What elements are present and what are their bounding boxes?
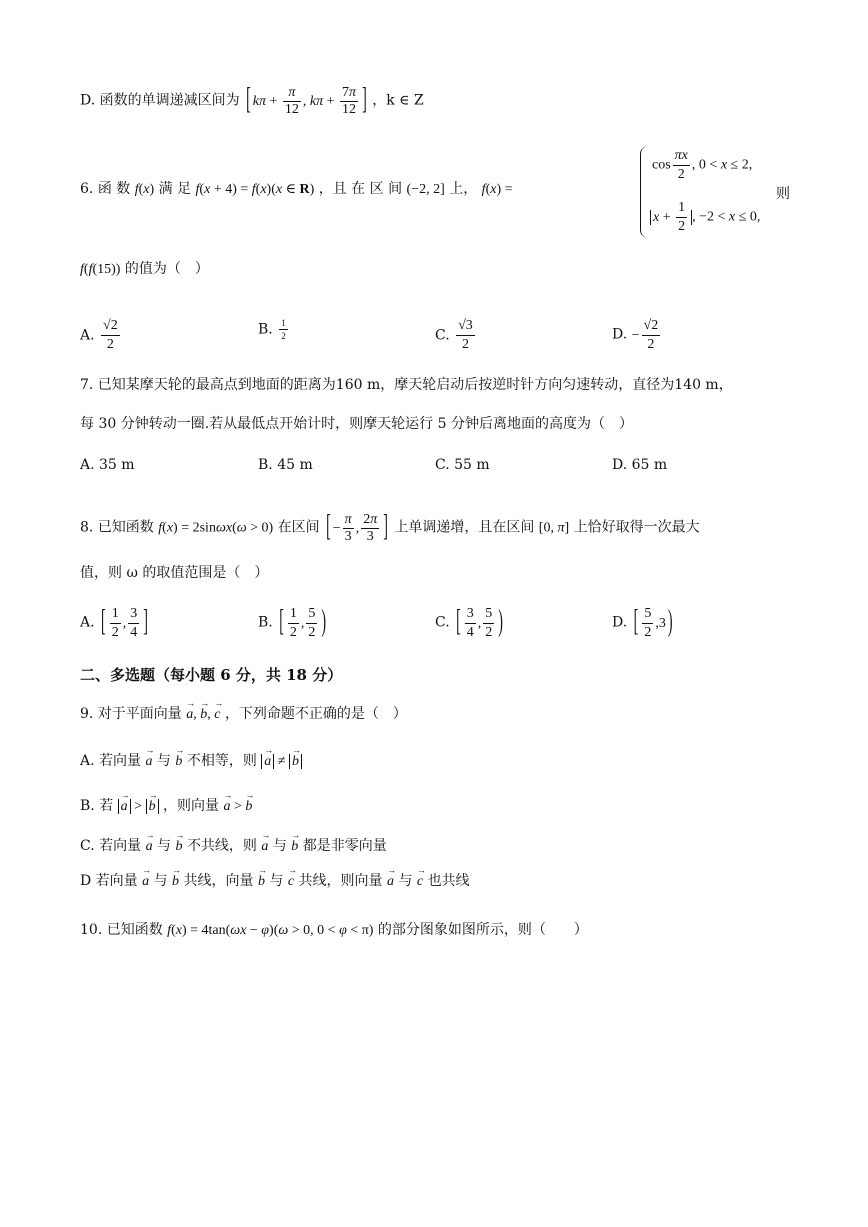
q9-stem-a: 9. 对于平面向量 [80, 706, 182, 722]
q8-interval-1: [ − $\frac{\pi}{3}$ , $\frac{2\pi}{3}$ ] [326, 510, 388, 544]
q5d-interval: [ kπ + $\frac{\pi}{12}$ , kπ + $\frac{7\pi}{12}$ ] [246, 83, 367, 117]
q6-piece-1: cos $\frac{\pi x}{2}$ , 0 < x ≤ 2, [652, 148, 753, 182]
q8-function: f(x) = 2sinωx(ω > 0) [158, 520, 274, 536]
q6-option-c-label: C. [435, 327, 450, 344]
q6-text-3: ，且 在 区 间 [318, 181, 403, 197]
q7-option-b: B. 45 m [258, 457, 313, 473]
q6-piece-2: x + $\frac{1}{2}$ , −2 < x ≤ 0, [650, 200, 760, 235]
q6-text-4: 上， [449, 181, 478, 197]
q9-c-with-2: 与 [272, 838, 287, 854]
q6-periodic-eq: f(x + 4) = f(x)(x ∈ R) [195, 182, 315, 197]
q6-number: 6. [80, 181, 94, 197]
q9-c-label: C. 若向量 [80, 838, 142, 854]
q5-option-d [80, 83, 424, 117]
q9-option-d: D 若向量 → a 与 → b 共线，向量 → b 与 → c 共线，则向量 → a 与 → c 也共线 [80, 874, 470, 889]
q9-option-b: B. 若 → a > → b ，则向量 → a > → b [80, 799, 252, 814]
q8-text-4: 上恰好取得一次最大 [573, 519, 700, 536]
q9-b-label: B. 若 [80, 798, 114, 814]
q8-interval-2: [0, π] [538, 520, 570, 536]
q10-text-1: 已知函数 [106, 922, 163, 938]
q10-stem [80, 923, 588, 938]
q9-a-label: A. 若向量 [80, 753, 142, 769]
q7-option-c: C. 55 m [435, 457, 490, 473]
q8-option-c-label: C. [435, 614, 450, 631]
q9-stem-b: ，下列命题不正确的是（ ） [224, 706, 407, 722]
q10-text-2: 的部分图象如图所示，则（ ） [377, 922, 588, 938]
q6-composite: f(f(15)) [80, 262, 121, 277]
q6-f-x: f [134, 182, 139, 197]
q9-d-mid-2: 共线，则向量 [298, 873, 383, 889]
q8-text-2: 在区间 [277, 519, 320, 536]
q6-text-1: 函 数 [97, 181, 131, 197]
q9-c-with: 与 [157, 838, 172, 854]
q8-option-b: B. [ $\frac{1}{2}$ , $\frac{5}{2}$ ) [258, 605, 327, 640]
q6-text-5: 则 [776, 186, 790, 202]
q10-function: f(x) = 4tan(ωx − φ)(ω > 0, 0 < φ < π) [167, 923, 374, 938]
q8-option-d-label: D. [612, 614, 628, 631]
q5d-label: D. [80, 92, 96, 109]
q6-text-2: 满 足 [158, 181, 192, 197]
q9-d-with-2: 与 [269, 873, 284, 889]
q6-option-c: C. $\frac{√3}{2}$ [435, 318, 473, 352]
q9-c-end: 都是非零向量 [302, 838, 387, 854]
q8-option-d: D. [ $\frac{5}{2}$ ,3 ) [612, 605, 673, 640]
q9-d-with: 与 [153, 873, 168, 889]
q6-stem-line2 [80, 262, 209, 277]
q9-a-with: 与 [156, 753, 171, 769]
q8-text-1: 已知函数 [97, 519, 154, 536]
q6-interval: (−2, 2] [406, 182, 445, 197]
q10-number: 10. [80, 922, 103, 938]
q6-text-6: 的值为（ ） [124, 261, 209, 277]
q7-option-a: A. 35 m [80, 457, 135, 473]
q9-option-a: A. 若向量 → a 与 → b 不相等，则 → a ≠ → b [80, 754, 302, 769]
q8-option-c: C. [ $\frac{3}{4}$ , $\frac{5}{2}$ ) [435, 605, 503, 640]
q9-d-label: D 若向量 [80, 873, 138, 889]
q5d-suffix: ，k ∈ Z [372, 92, 424, 109]
q6-option-a-label: A. [80, 327, 95, 344]
q9-b-mid: ，则向量 [163, 798, 220, 814]
q7-line1: 7. 已知某摩天轮的最高点到地面的距离为160 m，摩天轮启动后按逆时针方向匀速转动，直径为140 m， [80, 377, 733, 393]
q9-c-mid: 不共线，则 [186, 838, 257, 854]
q6-stem-line1: 6. 函 数 f(x) 满 足 f(x + 4) = f(x)(x ∈ R) ，且 在 区 间 (−2, 2] 上， f(x) = [80, 181, 513, 197]
q8-number: 8. [80, 519, 94, 536]
q8-option-a: A. [ $\frac{1}{2}$ , $\frac{3}{4}$ ] [80, 605, 148, 640]
section-2-title: 二、多选题（每小题 6 分，共 18 分） [80, 666, 343, 684]
q5d-text: 函数的单调递减区间为 [99, 92, 240, 109]
q9-d-mid: 共线，向量 [183, 873, 254, 889]
q8-option-a-label: A. [80, 614, 95, 631]
q6-f-def: f(x) = [481, 182, 513, 197]
q6-option-b: B. $\frac{1}{2}$ [258, 318, 286, 341]
q9-stem: 9. 对于平面向量 → a, → b, → c ，下列命题不正确的是（ ） [80, 707, 407, 722]
q8-line1 [80, 510, 700, 544]
q6-option-a: A. $\frac{√2}{2}$ [80, 318, 118, 352]
q9-a-mid: 不相等，则 [186, 753, 257, 769]
q6-option-d-label: D. [612, 326, 628, 343]
q8-option-b-label: B. [258, 614, 273, 631]
q9-d-end: 也共线 [427, 873, 470, 889]
q9-option-c: C. 若向量 → a 与 → b 不共线，则 → a 与 → b 都是非零向量 [80, 839, 387, 854]
q7-line2: 每 30 分钟转动一圈.若从最低点开始计时，则摩天轮运行 5 分钟后离地面的高度为（ ） [80, 416, 633, 432]
q6-option-d: D. − $\frac{√2}{2}$ [612, 318, 659, 352]
q6-option-b-label: B. [258, 321, 273, 338]
q8-text-3: 上单调递增，且在区间 [394, 519, 535, 536]
q9-d-with-3: 与 [398, 873, 413, 889]
q8-line2: 值，则 ω 的取值范围是（ ） [80, 565, 269, 581]
q7-option-d: D. 65 m [612, 457, 668, 473]
